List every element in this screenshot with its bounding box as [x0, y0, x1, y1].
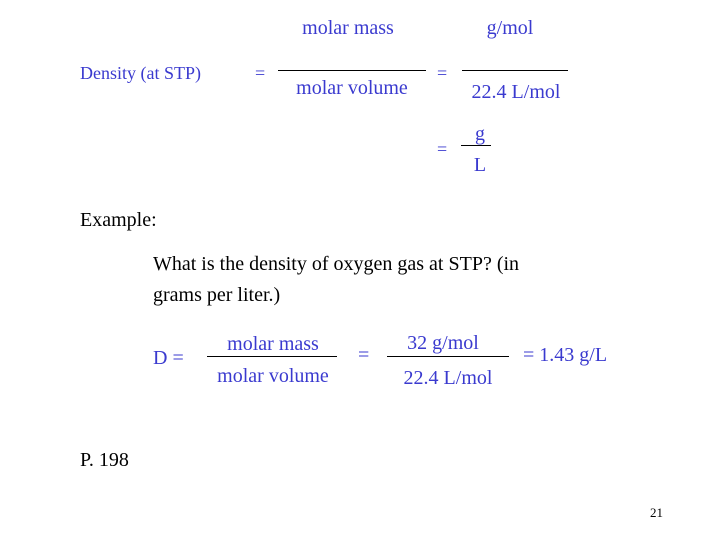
fraction-3-denominator: L [473, 154, 487, 176]
fraction-2-denominator: 22.4 L/mol [471, 81, 561, 103]
equals-sign-2: = [437, 63, 448, 83]
fraction-2-numerator: g/mol [486, 17, 534, 39]
fraction-1-denominator: molar volume [296, 77, 408, 99]
fraction-2-bar [462, 70, 568, 71]
equals-sign-3: = [437, 139, 448, 159]
page-reference: P. 198 [80, 449, 129, 471]
fraction-3-numerator: g [475, 123, 485, 145]
example-result: = 1.43 g/L [523, 344, 608, 366]
example-fraction-1-denominator: molar volume [217, 365, 329, 387]
question-line-1: What is the density of oxygen gas at STP? (in [153, 253, 520, 275]
example-equals-sign: = [358, 344, 370, 366]
example-fraction-1-numerator: molar mass [227, 333, 319, 355]
equals-sign-1: = [255, 63, 266, 83]
density-lhs: Density (at STP) [80, 63, 201, 83]
example-fraction-2-denominator: 22.4 L/mol [403, 367, 493, 389]
example-fraction-1-bar [207, 356, 337, 357]
fraction-1-bar [278, 70, 426, 71]
question-line-2: grams per liter.) [153, 284, 281, 306]
example-fraction-2-bar [387, 356, 509, 357]
d-equals-label: D = [153, 347, 184, 369]
fraction-1-numerator: molar mass [302, 17, 394, 39]
example-heading: Example: [80, 209, 157, 231]
fraction-3-bar [461, 145, 491, 146]
example-fraction-2-numerator: 32 g/mol [407, 332, 479, 354]
slide-number: 21 [650, 505, 663, 520]
